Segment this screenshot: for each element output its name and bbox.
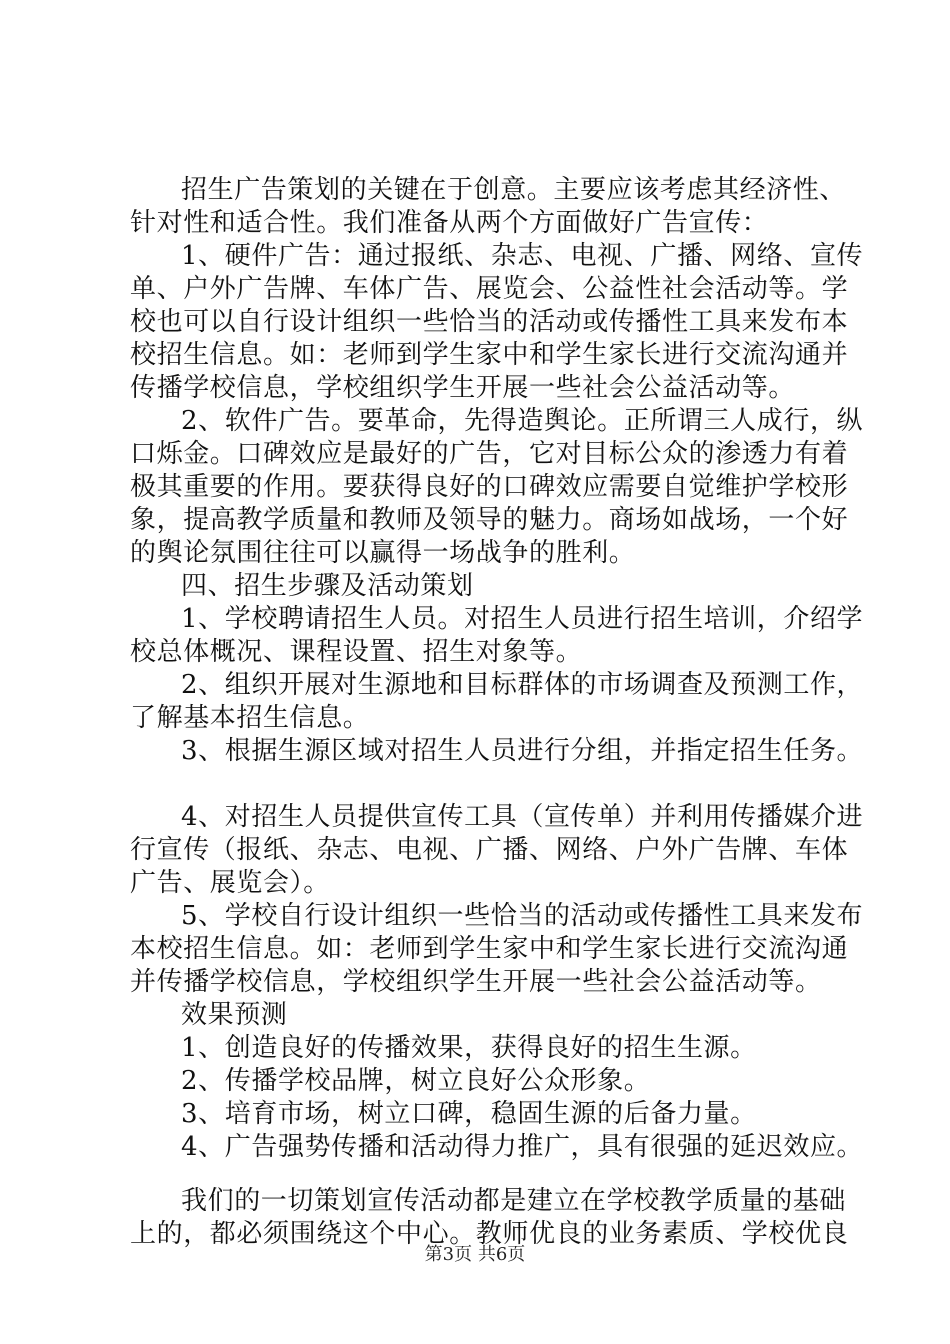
text-line: 2、传播学校品牌，树立良好公众形象。 <box>181 1066 651 1096</box>
text-line: 本校招生信息。如：老师到学生家中和学生家长进行交流沟通 <box>130 934 849 964</box>
text-line: 校招生信息。如：老师到学生家中和学生家长进行交流沟通并 <box>130 340 849 370</box>
text-line: 4、对招生人员提供宣传工具（宣传单）并利用传播媒介进 <box>181 802 864 832</box>
section-heading: 四、招生步骤及活动策划 <box>181 571 474 601</box>
text-line: 5、学校自行设计组织一些恰当的活动或传播性工具来发布 <box>181 901 864 931</box>
text-line: 我们的一切策划宣传活动都是建立在学校教学质量的基础 <box>181 1186 847 1216</box>
text-line: 3、培育市场，树立口碑，稳固生源的后备力量。 <box>181 1099 757 1129</box>
text-line: 行宣传（报纸、杂志、电视、广播、网络、户外广告牌、车体 <box>130 835 849 865</box>
text-line: 传播学校信息，学校组织学生开展一些社会公益活动等。 <box>130 373 796 403</box>
text-line: 的舆论氛围往往可以赢得一场战争的胜利。 <box>130 538 636 568</box>
text-line: 3、根据生源区域对招生人员进行分组，并指定招生任务。 <box>181 736 864 766</box>
text-line: 口烁金。口碑效应是最好的广告，它对目标公众的渗透力有着 <box>130 439 849 469</box>
text-line: 针对性和适合性。我们准备从两个方面做好广告宣传： <box>130 208 769 238</box>
text-line: 1、硬件广告：通过报纸、杂志、电视、广播、网络、宣传 <box>181 241 864 271</box>
text-line: 1、创造良好的传播效果，获得良好的招生生源。 <box>181 1033 757 1063</box>
text-line: 校总体概况、课程设置、招生对象等。 <box>130 637 583 667</box>
text-line: 广告、展览会）。 <box>130 868 330 898</box>
text-line: 2、软件广告。要革命，先得造舆论。正所谓三人成行，纵 <box>181 406 864 436</box>
text-line: 1、学校聘请招生人员。对招生人员进行招生培训，介绍学 <box>181 604 864 634</box>
page-footer: 第3页 共6页 <box>424 1244 526 1265</box>
text-line: 招生广告策划的关键在于创意。主要应该考虑其经济性、 <box>181 175 847 205</box>
text-line: 了解基本招生信息。 <box>130 703 370 733</box>
text-line: 4、广告强势传播和活动得力推广，具有很强的延迟效应。 <box>181 1132 864 1162</box>
text-line: 并传播学校信息，学校组织学生开展一些社会公益活动等。 <box>130 967 822 997</box>
section-heading: 效果预测 <box>181 1000 288 1030</box>
text-line: 校也可以自行设计组织一些恰当的活动或传播性工具来发布本 <box>130 307 849 337</box>
text-line: 上的，都必须围绕这个中心。教师优良的业务素质、学校优良 <box>130 1219 849 1249</box>
text-line: 极其重要的作用。要获得良好的口碑效应需要自觉维护学校形 <box>130 472 849 502</box>
text-line: 象，提高教学质量和教师及领导的魅力。商场如战场，一个好 <box>130 505 849 535</box>
text-line: 2、组织开展对生源地和目标群体的市场调查及预测工作， <box>181 670 864 700</box>
text-line: 单、户外广告牌、车体广告、展览会、公益性社会活动等。学 <box>130 274 849 304</box>
